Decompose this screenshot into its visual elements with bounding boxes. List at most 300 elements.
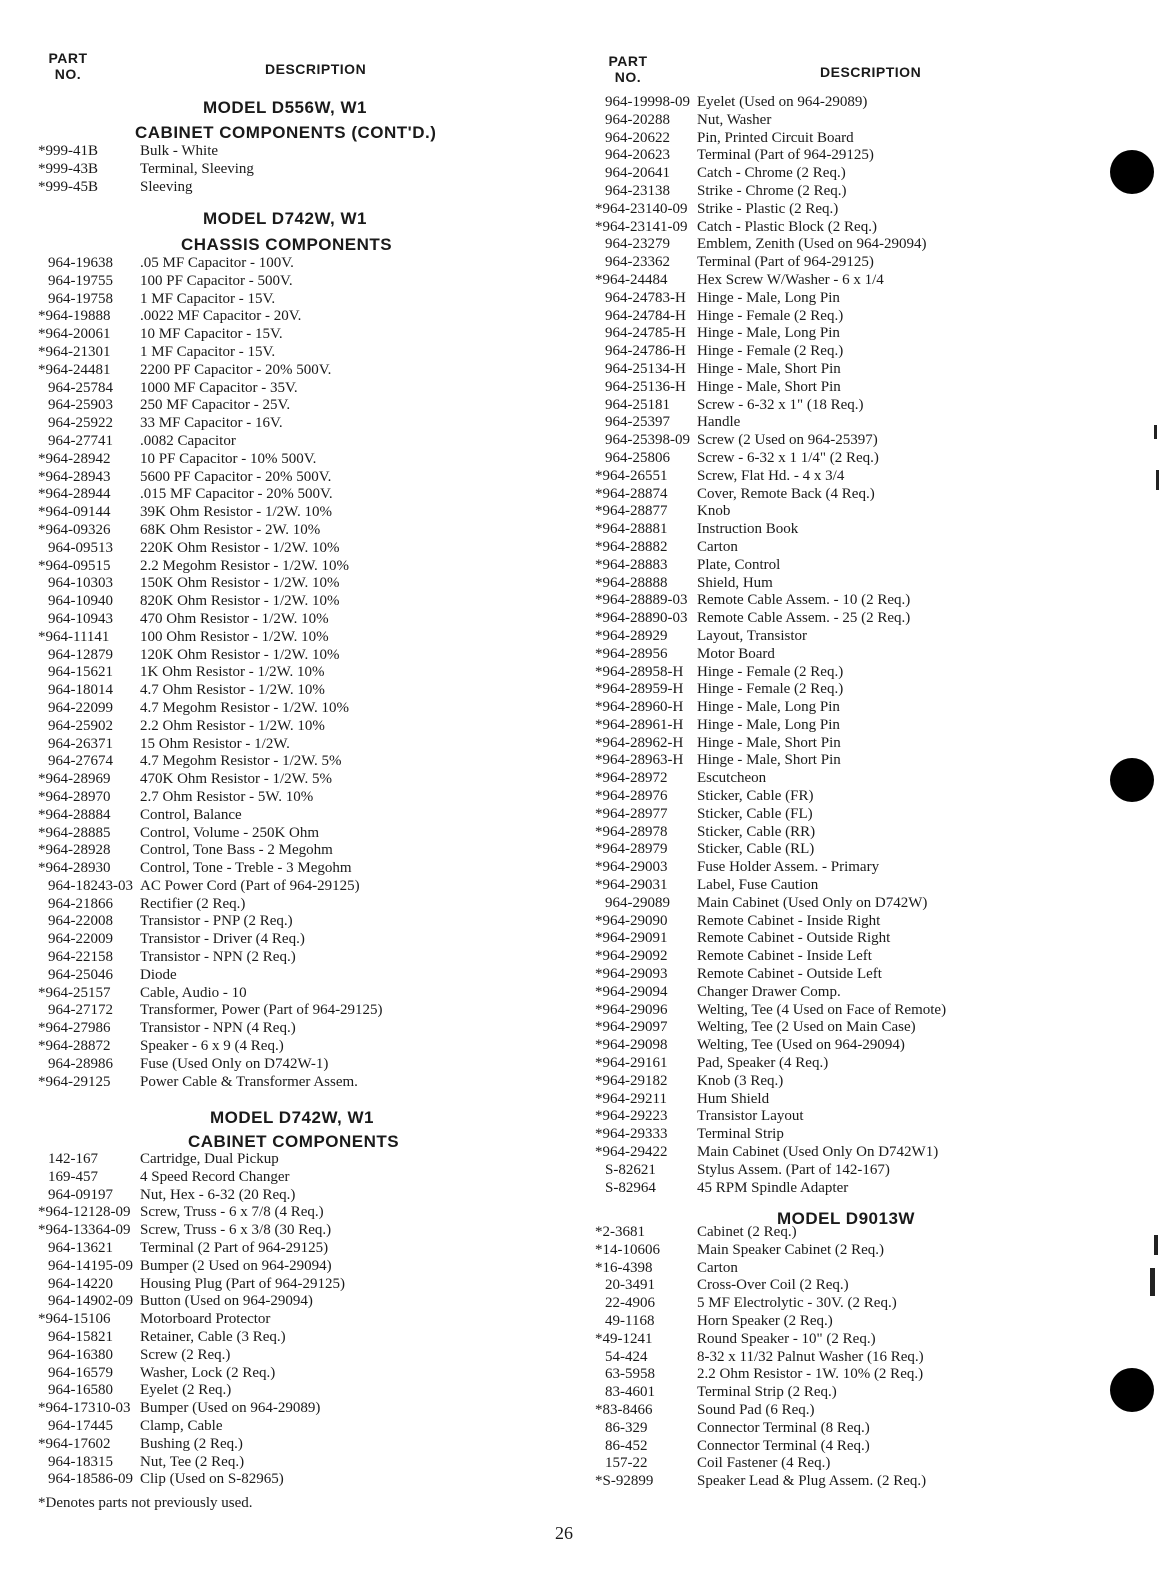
part-description: Hinge - Male, Long Pin	[697, 325, 840, 342]
part-row	[38, 451, 383, 469]
scan-speck	[1154, 1235, 1158, 1255]
part-number: *964-28885	[38, 824, 111, 841]
part-number: 83-4601	[605, 1384, 655, 1401]
part-number: *964-28943	[38, 468, 111, 485]
part-number: *964-28960-H	[595, 699, 684, 716]
part-description: Coil Fastener (4 Req.)	[697, 1455, 831, 1472]
part-description: 4.7 Megohm Resistor - 1/2W. 10%	[140, 699, 350, 716]
part-row	[595, 1144, 946, 1162]
part-row	[38, 860, 383, 878]
part-row	[38, 1258, 345, 1276]
part-row	[38, 291, 383, 309]
part-description: 4 Speed Record Changer	[140, 1168, 290, 1185]
part-row	[38, 753, 383, 771]
part-row	[38, 1418, 345, 1436]
part-number: *964-29098	[595, 1037, 668, 1054]
part-description: 5 MF Electrolytic - 30V. (2 Req.)	[697, 1295, 897, 1312]
part-description: Sleeving	[140, 178, 193, 195]
part-row	[38, 308, 383, 326]
part-number: *964-28929	[595, 627, 668, 644]
part-description: Nut, Hex - 6-32 (20 Req.)	[140, 1186, 296, 1203]
part-row	[595, 1420, 926, 1438]
part-row	[38, 143, 254, 161]
part-number: 964-10943	[48, 610, 113, 627]
part-row	[38, 1347, 345, 1365]
part-description: Hinge - Male, Short Pin	[697, 360, 841, 377]
part-number: 964-14220	[48, 1275, 113, 1292]
part-description: 5600 PF Capacitor - 20% 500V.	[140, 468, 332, 485]
part-description: Bulk - White	[140, 143, 219, 159]
scan-speck	[1156, 470, 1159, 490]
part-number: *964-28962-H	[595, 734, 684, 751]
part-description: 1 MF Capacitor - 15V.	[140, 343, 276, 360]
part-row	[595, 1242, 926, 1260]
part-description: .05 MF Capacitor - 100V.	[140, 255, 294, 271]
part-row	[595, 130, 946, 148]
part-number: 964-19998-09	[605, 94, 690, 110]
part-row	[38, 326, 383, 344]
part-number: *964-28978	[595, 823, 668, 840]
part-number: *964-29182	[595, 1072, 668, 1089]
part-row	[595, 1126, 946, 1144]
part-row	[38, 1400, 345, 1418]
part-number: 964-25046	[48, 966, 113, 983]
part-number: 142-167	[48, 1151, 98, 1167]
part-description: 250 MF Capacitor - 25V.	[140, 397, 291, 414]
part-number: *964-29090	[595, 912, 668, 929]
part-row	[595, 539, 946, 557]
part-description: Remote Cabinet - Outside Right	[697, 930, 891, 947]
part-row	[595, 735, 946, 753]
part-number: 964-22158	[48, 949, 113, 966]
part-row	[595, 272, 946, 290]
part-row	[595, 325, 946, 343]
part-description: Welting, Tee (2 Used on Main Case)	[697, 1019, 916, 1036]
part-row	[38, 469, 383, 487]
part-row	[38, 647, 383, 665]
part-description: Hum Shield	[697, 1090, 770, 1107]
part-row	[595, 1073, 946, 1091]
part-description: Sticker, Cable (RL)	[697, 841, 815, 858]
part-description: Control, Balance	[140, 806, 242, 823]
part-number: *964-29031	[595, 877, 668, 894]
part-description: Fuse Holder Assem. - Primary	[697, 859, 880, 876]
part-row	[38, 736, 383, 754]
part-row	[38, 504, 383, 522]
part-number: *964-09144	[38, 504, 111, 521]
part-description: Screw - 6-32 x 1 1/4" (2 Req.)	[697, 449, 879, 466]
part-number: 964-25136-H	[605, 378, 686, 395]
part-description: Strike - Chrome (2 Req.)	[697, 182, 847, 199]
part-row	[38, 415, 383, 433]
part-row	[38, 611, 383, 629]
part-number: 964-14902-09	[48, 1293, 133, 1310]
part-description: Main Cabinet (Used Only On D742W1)	[697, 1144, 939, 1161]
part-number: 63-5958	[605, 1366, 655, 1383]
part-row	[595, 895, 946, 913]
footnote: *Denotes parts not previously used.	[38, 1495, 253, 1511]
part-description: 1K Ohm Resistor - 1/2W. 10%	[140, 664, 325, 681]
part-row	[38, 825, 383, 843]
part-number: *964-09515	[38, 557, 111, 574]
part-number: *964-28976	[595, 788, 668, 805]
part-row	[595, 1108, 946, 1126]
part-number: *964-11141	[38, 628, 110, 645]
part-description: Main Cabinet (Used Only on D742W)	[697, 894, 928, 911]
part-number: 964-20623	[605, 147, 670, 164]
part-no-header	[38, 50, 98, 82]
part-description: Remote Cabinet - Outside Left	[697, 966, 882, 983]
part-row	[38, 1454, 345, 1472]
part-number: 964-23279	[605, 236, 670, 253]
part-description: Layout, Transistor	[697, 627, 808, 644]
part-number: 964-16580	[48, 1382, 113, 1399]
part-row	[595, 361, 946, 379]
part-number: *964-28963-H	[595, 752, 684, 769]
part-row	[595, 1180, 946, 1198]
part-number: 964-25806	[605, 449, 670, 466]
part-number: 964-22009	[48, 931, 113, 948]
part-number: 964-16380	[48, 1346, 113, 1363]
part-row	[595, 806, 946, 824]
part-row	[595, 859, 946, 877]
part-row	[595, 1366, 926, 1384]
part-number: 964-20622	[605, 129, 670, 146]
part-description: Remote Cabinet - Inside Left	[697, 948, 872, 965]
part-number: 964-14195-09	[48, 1257, 133, 1274]
part-row	[38, 1074, 383, 1092]
page-number: 26	[555, 1523, 573, 1543]
part-number: *964-28956	[595, 645, 668, 662]
part-number: *83-8466	[595, 1401, 653, 1418]
part-row	[38, 273, 383, 291]
part-description: Eyelet (Used on 964-29089)	[697, 94, 868, 110]
part-number: 964-23362	[605, 254, 670, 271]
part-number: 964-26371	[48, 735, 113, 752]
part-number: *49-1241	[595, 1330, 653, 1347]
part-row	[595, 236, 946, 254]
part-description: Remote Cable Assem. - 10 (2 Req.)	[697, 592, 911, 609]
part-description: Sticker, Cable (RR)	[697, 823, 816, 840]
part-description: Knob (3 Req.)	[697, 1072, 784, 1089]
part-row	[38, 1169, 345, 1187]
part-row	[38, 1311, 345, 1329]
scan-speck	[1150, 1268, 1155, 1296]
part-row	[595, 219, 946, 237]
part-row	[595, 1313, 926, 1331]
part-row	[595, 841, 946, 859]
part-row	[595, 1402, 926, 1420]
part-number: 964-18243-03	[48, 877, 133, 894]
part-number: *964-24481	[38, 361, 111, 378]
part-header-line1: PART	[608, 53, 648, 69]
section-title: MODEL D9013W	[777, 1209, 915, 1228]
part-number: 964-29089	[605, 894, 670, 911]
part-number: *964-12128-09	[38, 1204, 131, 1221]
part-row	[38, 433, 383, 451]
part-number: *964-28890-03	[595, 610, 688, 627]
part-row	[595, 1384, 926, 1402]
part-description: Control, Tone - Treble - 3 Megohm	[140, 860, 352, 877]
part-row	[595, 913, 946, 931]
part-description: Screw (2 Used on 964-25397)	[697, 432, 878, 449]
part-number: 964-27674	[48, 753, 113, 770]
part-row	[595, 397, 946, 415]
part-number: *964-29125	[38, 1073, 111, 1090]
parts-list	[38, 143, 254, 196]
part-number: 169-457	[48, 1168, 98, 1185]
part-description: Terminal (Part of 964-29125)	[697, 147, 874, 164]
part-number: 157-22	[605, 1455, 648, 1472]
part-number: *964-17310-03	[38, 1400, 131, 1417]
part-number: *2-3681	[595, 1224, 645, 1240]
part-number: *964-21301	[38, 343, 111, 360]
part-row	[38, 718, 383, 736]
part-number: 964-20641	[605, 165, 670, 182]
part-description: Clip (Used on S-82965)	[140, 1471, 284, 1488]
part-description: 220K Ohm Resistor - 1/2W. 10%	[140, 539, 340, 556]
part-description: 4.7 Megohm Resistor - 1/2W. 5%	[140, 753, 342, 770]
part-description: 2.2 Ohm Resistor - 1/2W. 10%	[140, 717, 325, 734]
part-description: 1 MF Capacitor - 15V.	[140, 290, 276, 307]
part-description: Rectifier (2 Req.)	[140, 895, 246, 912]
part-number: 964-10303	[48, 575, 113, 592]
part-number: 22-4906	[605, 1295, 655, 1312]
section-subtitle: CABINET COMPONENTS	[188, 1132, 400, 1151]
part-row	[595, 646, 946, 664]
part-description: Pin, Printed Circuit Board	[697, 129, 854, 146]
part-description: Instruction Book	[697, 521, 799, 538]
part-number: 964-28986	[48, 1055, 113, 1072]
part-number: *964-27986	[38, 1020, 111, 1037]
part-description: 33 MF Capacitor - 16V.	[140, 415, 283, 432]
part-number: 964-09197	[48, 1186, 113, 1203]
part-description: Transistor Layout	[697, 1108, 804, 1125]
part-number: 964-17445	[48, 1417, 113, 1434]
part-description: 15 Ohm Resistor - 1/2W.	[140, 735, 290, 752]
part-row	[38, 682, 383, 700]
part-description: Cross-Over Coil (2 Req.)	[697, 1277, 849, 1294]
part-number: *964-24484	[595, 271, 668, 288]
part-description: 820K Ohm Resistor - 1/2W. 10%	[140, 593, 340, 610]
part-row	[38, 1436, 345, 1454]
part-row	[38, 1382, 345, 1400]
part-number: *964-29093	[595, 966, 668, 983]
part-description: Escutcheon	[697, 770, 767, 787]
part-row	[595, 681, 946, 699]
part-row	[595, 557, 946, 575]
part-number: 964-20288	[605, 111, 670, 128]
part-description: 1000 MF Capacitor - 35V.	[140, 379, 298, 396]
part-row	[595, 930, 946, 948]
part-number: 964-12879	[48, 646, 113, 663]
part-description: Sound Pad (6 Req.)	[697, 1401, 815, 1418]
part-row	[595, 254, 946, 272]
part-description: Carton	[697, 538, 738, 555]
part-number: *964-28881	[595, 521, 668, 538]
part-description: Fuse (Used Only on D742W-1)	[140, 1055, 329, 1072]
part-row	[595, 752, 946, 770]
part-description: 39K Ohm Resistor - 1/2W. 10%	[140, 504, 332, 521]
part-description: Terminal, Sleeving	[140, 160, 254, 177]
part-row	[595, 343, 946, 361]
part-description: .015 MF Capacitor - 20% 500V.	[140, 486, 333, 503]
part-row	[38, 1276, 345, 1294]
part-description: 470K Ohm Resistor - 1/2W. 5%	[140, 771, 332, 788]
part-number: *16-4398	[595, 1259, 653, 1276]
part-row	[38, 1056, 383, 1074]
part-description: Screw, Truss - 6 x 3/8 (30 Req.)	[140, 1222, 332, 1239]
part-number: *964-28961-H	[595, 716, 684, 733]
part-row	[595, 966, 946, 984]
part-number: *964-28942	[38, 450, 111, 467]
part-number: 54-424	[605, 1348, 648, 1365]
part-row	[38, 575, 383, 593]
part-number: 964-24783-H	[605, 289, 686, 306]
part-number: *964-28930	[38, 860, 111, 877]
part-row	[595, 1331, 926, 1349]
part-number: 86-452	[605, 1437, 648, 1454]
part-header-line1: PART	[48, 50, 88, 66]
part-number: *964-28944	[38, 486, 111, 503]
part-number: 964-19638	[48, 255, 113, 271]
part-row	[595, 1455, 926, 1473]
description-header: DESCRIPTION	[820, 64, 922, 80]
part-row	[38, 344, 383, 362]
part-description: Bumper (Used on 964-29089)	[140, 1400, 321, 1417]
part-row	[38, 486, 383, 504]
part-description: Hex Screw W/Washer - 6 x 1/4	[697, 271, 884, 288]
part-description: Hinge - Male, Long Pin	[697, 289, 840, 306]
part-description: Motor Board	[697, 645, 775, 662]
part-description: 10 PF Capacitor - 10% 500V.	[140, 450, 317, 467]
part-row	[595, 112, 946, 130]
part-row	[595, 1019, 946, 1037]
part-number: *964-28928	[38, 842, 111, 859]
part-description: 2200 PF Capacitor - 20% 500V.	[140, 361, 332, 378]
binder-hole	[1110, 150, 1154, 194]
part-description: Label, Fuse Caution	[697, 877, 819, 894]
part-description: Remote Cabinet - Inside Right	[697, 912, 881, 929]
part-description: 150K Ohm Resistor - 1/2W. 10%	[140, 575, 340, 592]
part-row	[38, 1222, 345, 1240]
part-row	[595, 877, 946, 895]
part-description: Cartridge, Dual Pickup	[140, 1151, 279, 1167]
part-description: Washer, Lock (2 Req.)	[140, 1364, 276, 1381]
part-row	[595, 1473, 926, 1491]
part-row	[38, 1293, 345, 1311]
part-description: Hinge - Male, Long Pin	[697, 699, 840, 716]
part-row	[595, 450, 946, 468]
part-row	[38, 629, 383, 647]
part-row	[38, 1204, 345, 1222]
part-row	[38, 967, 383, 985]
part-number: 964-25902	[48, 717, 113, 734]
part-description: .0082 Capacitor	[140, 432, 236, 449]
part-description: Sticker, Cable (FR)	[697, 788, 814, 805]
part-number: *964-23141-09	[595, 218, 688, 235]
part-description: Handle	[697, 414, 741, 431]
part-description: Pad, Speaker (4 Req.)	[697, 1055, 829, 1072]
part-number: 964-15821	[48, 1328, 113, 1345]
part-description: Speaker Lead & Plug Assem. (2 Req.)	[697, 1473, 927, 1490]
part-row	[595, 592, 946, 610]
part-number: 964-16579	[48, 1364, 113, 1381]
part-description: 4.7 Ohm Resistor - 1/2W. 10%	[140, 682, 325, 699]
section-title: MODEL D742W, W1	[203, 209, 367, 228]
part-description: Transistor - NPN (4 Req.)	[140, 1020, 296, 1037]
part-number: *964-28970	[38, 788, 111, 805]
part-row	[38, 522, 383, 540]
part-number: *964-23140-09	[595, 200, 688, 217]
part-description: Control, Tone Bass - 2 Megohm	[140, 842, 333, 859]
part-number: *999-43B	[38, 160, 98, 177]
part-row	[595, 699, 946, 717]
part-description: Housing Plug (Part of 964-29125)	[140, 1275, 345, 1292]
part-description: Button (Used on 964-29094)	[140, 1293, 313, 1310]
part-row	[38, 255, 383, 273]
part-description: AC Power Cord (Part of 964-29125)	[140, 877, 360, 894]
part-row	[38, 397, 383, 415]
binder-hole	[1110, 758, 1154, 802]
part-row	[595, 717, 946, 735]
part-number: *964-28972	[595, 770, 668, 787]
part-number: *964-28969	[38, 771, 111, 788]
part-number: *964-28874	[595, 485, 668, 502]
part-description: Diode	[140, 966, 177, 983]
part-number: 964-19758	[48, 290, 113, 307]
part-row	[595, 503, 946, 521]
part-description: 10 MF Capacitor - 15V.	[140, 326, 283, 343]
part-number: *999-41B	[38, 143, 98, 159]
part-row	[38, 664, 383, 682]
part-row	[38, 771, 383, 789]
part-number: *964-29096	[595, 1001, 668, 1018]
part-number: *999-45B	[38, 178, 98, 195]
part-number: 964-24785-H	[605, 325, 686, 342]
part-row	[595, 664, 946, 682]
part-description: Power Cable & Transformer Assem.	[140, 1073, 358, 1090]
part-description: Stylus Assem. (Part of 142-167)	[697, 1161, 890, 1178]
part-row	[595, 147, 946, 165]
part-row	[38, 380, 383, 398]
part-description: Terminal Strip	[697, 1126, 784, 1143]
part-row	[38, 878, 383, 896]
part-description: Control, Volume - 250K Ohm	[140, 824, 320, 841]
part-description: Transistor - NPN (2 Req.)	[140, 949, 296, 966]
part-number: *964-28958-H	[595, 663, 684, 680]
part-description: Hinge - Female (2 Req.)	[697, 343, 844, 360]
part-row	[595, 201, 946, 219]
part-row	[595, 1002, 946, 1020]
part-number: 964-25398-09	[605, 432, 690, 449]
part-row	[595, 575, 946, 593]
part-description: Screw, Flat Hd. - 4 x 3/4	[697, 467, 845, 484]
part-description: Transistor - Driver (4 Req.)	[140, 931, 305, 948]
part-number: *964-29092	[595, 948, 668, 965]
part-row	[38, 913, 383, 931]
scan-speck	[1154, 425, 1157, 439]
part-description: Strike - Plastic (2 Req.)	[697, 200, 839, 217]
part-row	[595, 468, 946, 486]
part-description: Hinge - Male, Long Pin	[697, 716, 840, 733]
part-number: 964-15621	[48, 664, 113, 681]
part-number: 964-18315	[48, 1453, 113, 1470]
part-number: 964-24784-H	[605, 307, 686, 324]
part-number: *964-28877	[595, 503, 668, 520]
part-description: Catch - Chrome (2 Req.)	[697, 165, 846, 182]
part-description: 120K Ohm Resistor - 1/2W. 10%	[140, 646, 340, 663]
